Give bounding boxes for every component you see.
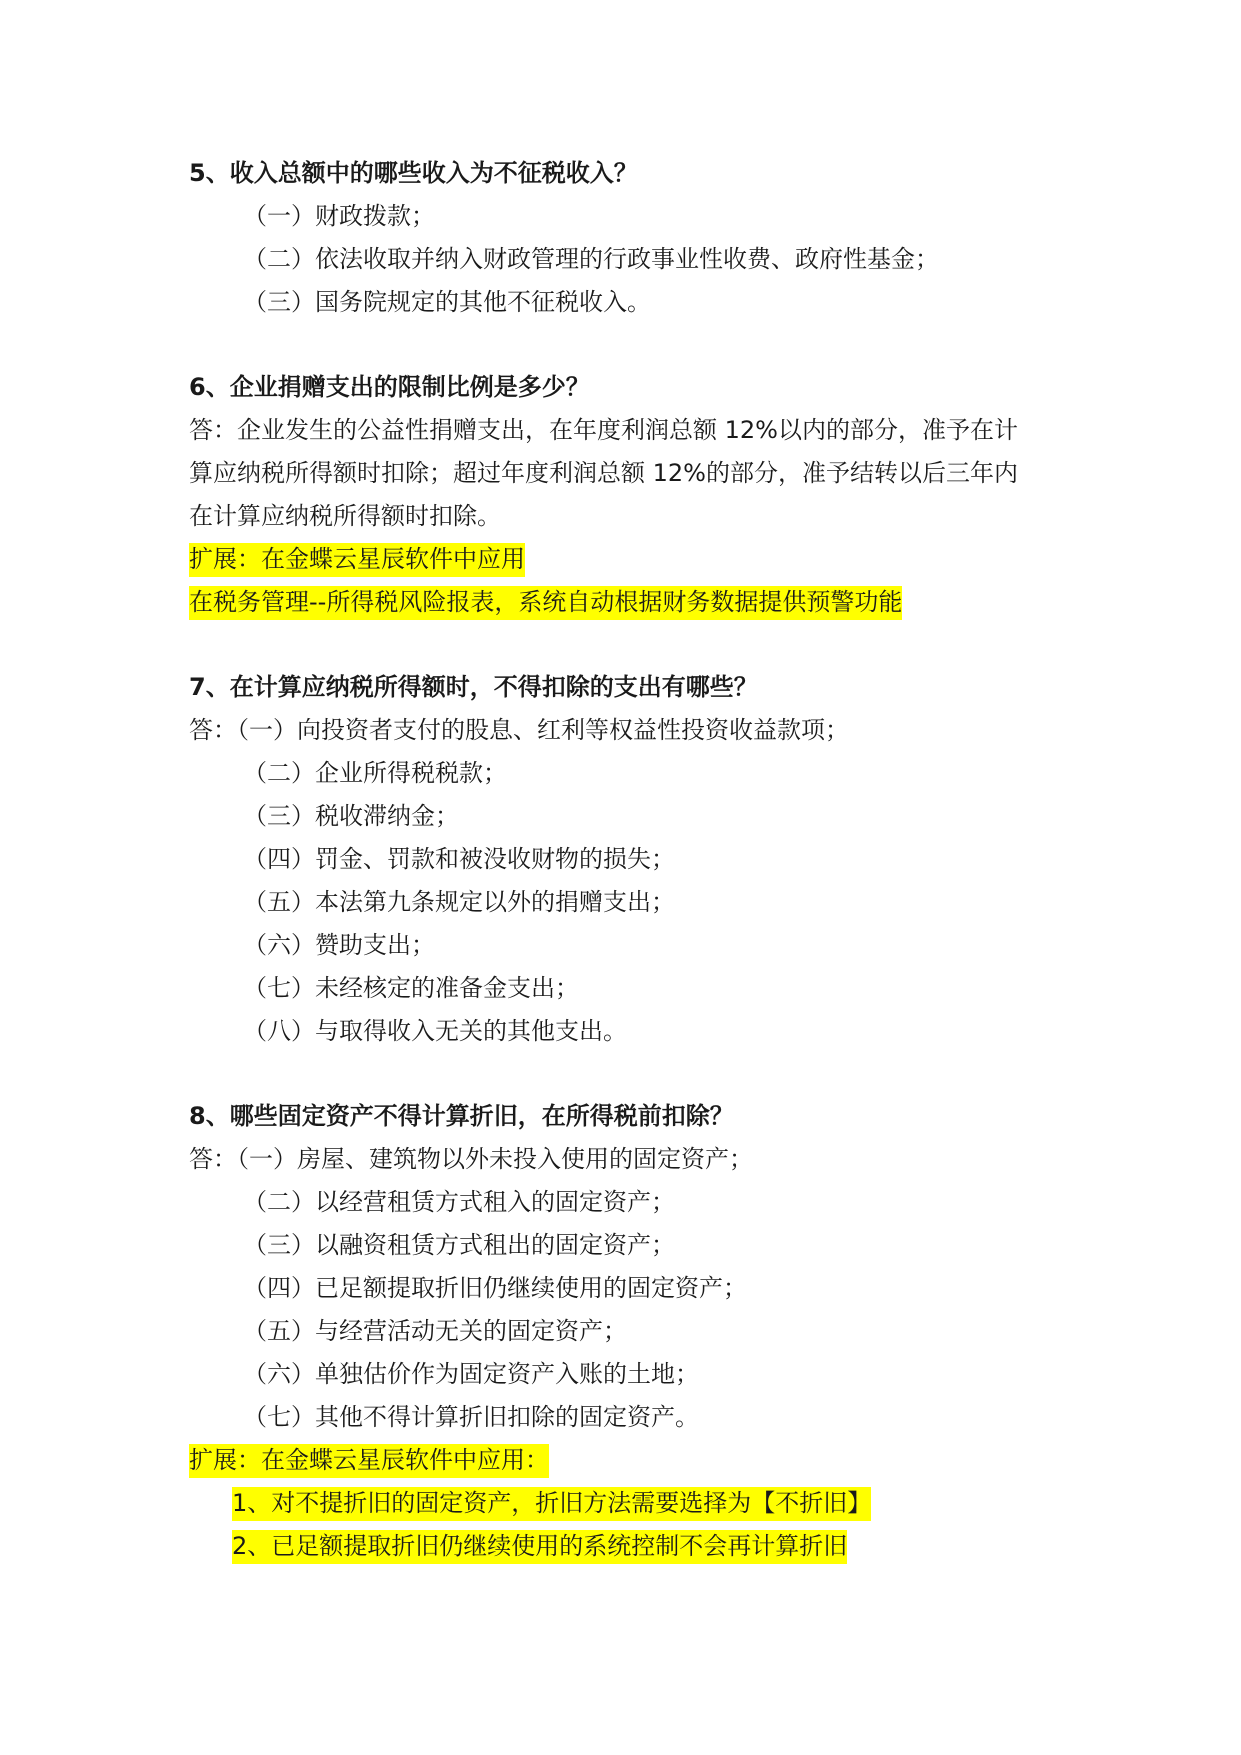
extension-line: [232, 1531, 847, 1561]
answer-line: 在计算应纳税所得额时扣除。: [189, 502, 501, 530]
list-item: （六）单独估价作为固定资产入账的土地；: [243, 1360, 699, 1388]
list-item: （五）本法第九条规定以外的捐赠支出；: [243, 888, 675, 916]
highlighted-text: 扩展：在金蝶云星辰软件中应用：: [189, 1444, 549, 1478]
highlighted-text: 扩展：在金蝶云星辰软件中应用: [189, 543, 525, 577]
question-5: 5、收入总额中的哪些收入为不征税收入？: [189, 159, 638, 187]
answer-line: 答：（一）向投资者支付的股息、红利等权益性投资收益款项；: [189, 716, 849, 744]
highlighted-text: 在税务管理--所得税风险报表，系统自动根据财务数据提供预警功能: [189, 586, 902, 620]
list-item: （七）其他不得计算折旧扣除的固定资产。: [243, 1403, 699, 1431]
highlighted-text: 1、对不提折旧的固定资产，折旧方法需要选择为【不折旧】: [232, 1487, 871, 1521]
extension-line: [189, 1445, 549, 1475]
question-8: 8、哪些固定资产不得计算折旧，在所得税前扣除？: [189, 1102, 734, 1130]
list-item: （四）罚金、罚款和被没收财物的损失；: [243, 845, 675, 873]
list-item: （三）税收滞纳金；: [243, 802, 459, 830]
list-item: （二）依法收取并纳入财政管理的行政事业性收费、政府性基金；: [243, 245, 939, 273]
answer-line: 算应纳税所得额时扣除；超过年度利润总额 12%的部分，准予结转以后三年内: [189, 459, 1018, 487]
list-item: （二）以经营租赁方式租入的固定资产；: [243, 1188, 675, 1216]
list-item: （四）已足额提取折旧仍继续使用的固定资产；: [243, 1274, 747, 1302]
highlighted-text: 2、已足额提取折旧仍继续使用的系统控制不会再计算折旧: [232, 1530, 847, 1564]
list-item: （七）未经核定的准备金支出；: [243, 974, 579, 1002]
list-item: （三）国务院规定的其他不征税收入。: [243, 288, 651, 316]
list-item: （八）与取得收入无关的其他支出。: [243, 1017, 627, 1045]
extension-line: [232, 1488, 871, 1518]
answer-line: 答：（一）房屋、建筑物以外未投入使用的固定资产；: [189, 1145, 753, 1173]
list-item: （一）财政拨款；: [243, 202, 435, 230]
list-item: （三）以融资租赁方式租出的固定资产；: [243, 1231, 675, 1259]
list-item: （五）与经营活动无关的固定资产；: [243, 1317, 627, 1345]
extension-line: [189, 587, 902, 617]
answer-line: 答：企业发生的公益性捐赠支出，在年度利润总额 12%以内的部分，准予在计: [189, 416, 1018, 444]
question-6: 6、企业捐赠支出的限制比例是多少？: [189, 373, 590, 401]
extension-line: [189, 544, 525, 574]
question-7: 7、在计算应纳税所得额时，不得扣除的支出有哪些？: [189, 673, 758, 701]
list-item: （六）赞助支出；: [243, 931, 435, 959]
list-item: （二）企业所得税税款；: [243, 759, 507, 787]
